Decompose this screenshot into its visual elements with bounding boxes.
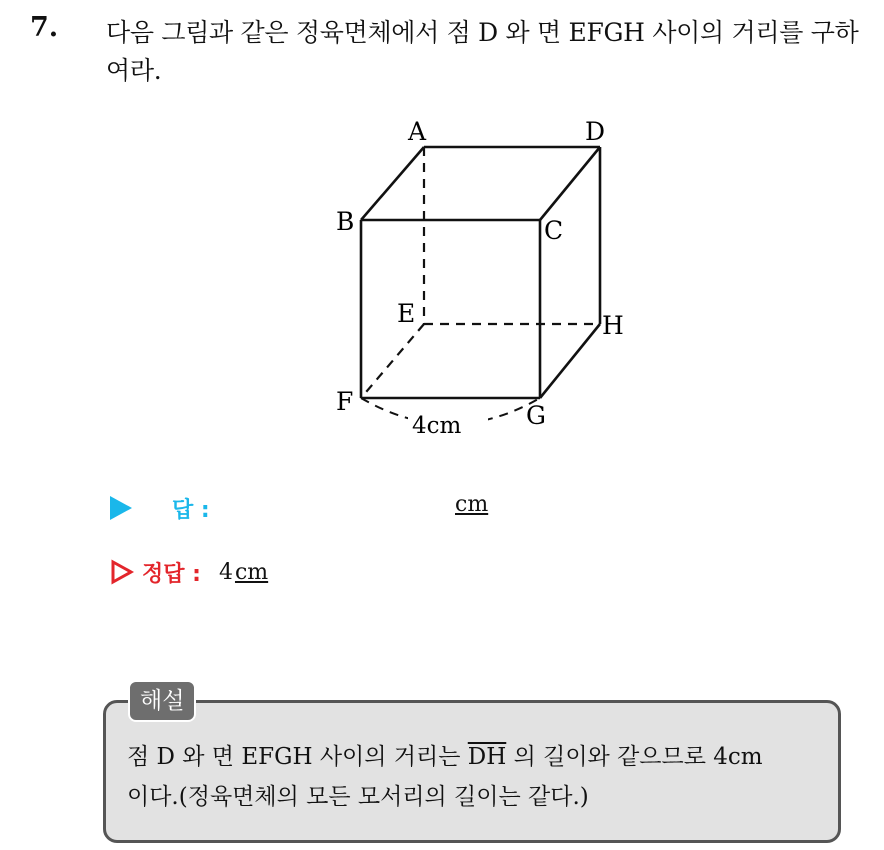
correct-answer-row bbox=[110, 554, 268, 590]
label-A: A bbox=[408, 117, 427, 146]
label-C: C bbox=[544, 216, 564, 245]
label-D: D bbox=[585, 117, 606, 146]
explanation-text bbox=[127, 737, 827, 817]
question-text: 다음 그림과 같은 정육면체에서 점 D 와 면 EFGH 사이의 거리를 구하여라. bbox=[106, 18, 859, 85]
answer-row bbox=[110, 490, 489, 526]
explanation-line-1-before: 점 D 와 면 EFGH 사이의 거리는 bbox=[127, 744, 468, 770]
question-number: 7. bbox=[30, 12, 59, 43]
label-B: B bbox=[336, 207, 355, 236]
outline-triangle-icon bbox=[110, 559, 134, 585]
segment-DH: $\overline{DH}$ bbox=[467, 744, 507, 770]
label-F: F bbox=[336, 387, 354, 416]
label-E: E bbox=[397, 299, 416, 328]
label-G: G bbox=[526, 401, 546, 430]
explanation-line-2: 이다.(정육면체의 모든 모서리의 길이는 같다.) bbox=[127, 784, 589, 810]
filled-triangle-icon bbox=[110, 496, 132, 520]
edge-AB bbox=[361, 147, 424, 220]
explanation-tag: 해설 bbox=[128, 680, 196, 722]
label-H: H bbox=[602, 311, 624, 340]
edge-DC bbox=[540, 147, 600, 220]
answer-unit: cm bbox=[455, 492, 489, 517]
edge-GH bbox=[540, 324, 600, 398]
correct-value: 4 bbox=[218, 559, 233, 585]
correct-value-wrap bbox=[219, 560, 268, 585]
explanation-line-1 bbox=[127, 737, 827, 777]
edge-length-label: 4cm bbox=[412, 413, 462, 439]
cube-figure bbox=[300, 110, 640, 450]
edge-EF bbox=[361, 324, 424, 398]
correct-label: 정답 : bbox=[142, 561, 201, 587]
correct-unit: cm bbox=[234, 559, 269, 585]
answer-label: 답 : bbox=[172, 497, 210, 523]
explanation-line-1-after: 의 길이와 같으므로 4cm bbox=[506, 744, 763, 770]
